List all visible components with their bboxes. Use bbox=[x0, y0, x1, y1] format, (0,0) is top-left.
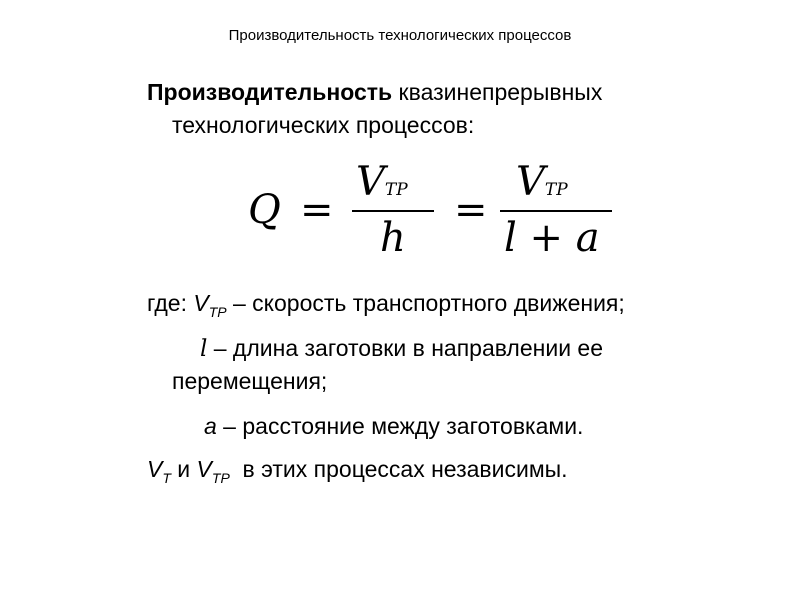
def-velocity-line bbox=[147, 288, 625, 318]
productivity-formula bbox=[248, 160, 628, 262]
summary-v1-subscript: T bbox=[162, 470, 171, 486]
def-spacing-line bbox=[204, 411, 583, 441]
fraction2-numerator-symbol: V bbox=[516, 159, 545, 205]
def-length-line bbox=[200, 333, 603, 364]
summary-and: и bbox=[170, 456, 197, 482]
intro-rest: квазинепрерывных bbox=[392, 79, 603, 105]
summary-v1-symbol: V bbox=[147, 456, 163, 482]
fraction2-numerator bbox=[516, 160, 568, 204]
fraction2-bar bbox=[500, 210, 612, 212]
fraction1-numerator-symbol: V bbox=[356, 159, 385, 205]
intro-line-2: технологических процессов: bbox=[172, 112, 475, 138]
summary-line bbox=[147, 454, 568, 484]
velocity-definition: – скорость транспортного движения; bbox=[226, 290, 625, 316]
fraction1-denominator: h bbox=[380, 215, 406, 261]
formula-lhs: Q bbox=[248, 187, 281, 233]
slide-header: Производительность технологических процессов bbox=[228, 27, 572, 44]
velocity-symbol: V bbox=[193, 290, 209, 316]
fraction1-numerator-subscript: TP bbox=[384, 180, 408, 200]
summary-v2-subscript: TP bbox=[211, 470, 230, 486]
where-label: где: bbox=[147, 290, 194, 316]
intro-bold-term: Производительность bbox=[147, 79, 393, 105]
summary-text: в этих процессах независимы. bbox=[229, 456, 568, 482]
summary-v2-symbol: V bbox=[196, 456, 212, 482]
formula-equals-1: = bbox=[300, 187, 334, 233]
length-definition: – длина заготовки в направлении ее bbox=[207, 335, 604, 361]
fraction1-bar bbox=[352, 210, 434, 212]
intro-line-1 bbox=[147, 77, 602, 107]
spacing-symbol: a bbox=[204, 413, 217, 439]
def-length-continuation: перемещения; bbox=[172, 368, 328, 394]
spacing-definition: – расстояние между заготовками. bbox=[216, 413, 584, 439]
fraction1-numerator bbox=[356, 160, 408, 204]
formula-equals-2: = bbox=[454, 187, 488, 233]
velocity-subscript: TP bbox=[208, 304, 227, 320]
length-symbol: l bbox=[200, 336, 208, 362]
fraction2-numerator-subscript: TP bbox=[544, 180, 568, 200]
fraction2-denominator: l + a bbox=[504, 215, 600, 261]
